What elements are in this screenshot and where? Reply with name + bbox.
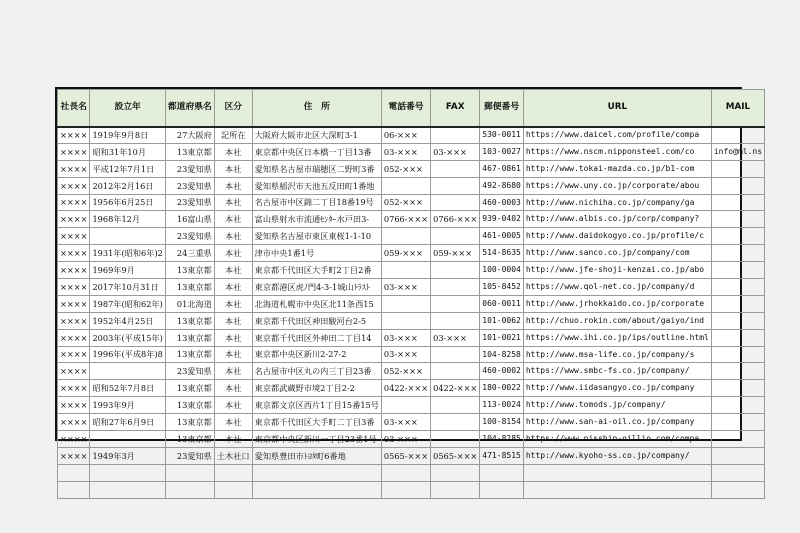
cell-postal[interactable]: 514-8635: [480, 245, 524, 262]
cell-phone[interactable]: 059-×××: [381, 245, 430, 262]
cell-mail[interactable]: [711, 211, 764, 228]
cell-established[interactable]: 1952年4月25日: [90, 312, 165, 329]
cell-phone[interactable]: 03-×××: [381, 329, 430, 346]
cell-mail[interactable]: [711, 481, 764, 498]
cell-president[interactable]: ××××: [58, 346, 90, 363]
header-postal: 郵便番号: [480, 90, 524, 127]
cell-fax[interactable]: [431, 397, 480, 414]
cell-phone[interactable]: [381, 295, 430, 312]
cell-established[interactable]: 1996年(平成8年)8: [90, 346, 165, 363]
cell-phone[interactable]: [381, 262, 430, 279]
cell-phone[interactable]: 052-×××: [381, 194, 430, 211]
cell-president[interactable]: [58, 481, 90, 498]
cell-address[interactable]: 東京都千代田区大手町二丁目3番: [252, 414, 381, 431]
cell-prefecture[interactable]: 24三重県: [165, 245, 214, 262]
cell-url[interactable]: [523, 464, 711, 481]
cell-mail[interactable]: info@ml.ns: [711, 143, 764, 160]
cell-mail[interactable]: [711, 194, 764, 211]
cell-phone[interactable]: 0422-×××: [381, 380, 430, 397]
cell-phone[interactable]: [381, 228, 430, 245]
header-address: 住 所: [252, 90, 381, 127]
cell-prefecture[interactable]: 16富山県: [165, 211, 214, 228]
cell-fax[interactable]: [431, 295, 480, 312]
table-row: [58, 143, 765, 160]
cell-postal[interactable]: 104-8258: [480, 346, 524, 363]
company-table: [57, 89, 765, 499]
header-president: 社長名: [58, 90, 90, 127]
table-row: [58, 414, 765, 431]
cell-address[interactable]: 津市中央1番1号: [252, 245, 381, 262]
cell-mail[interactable]: [711, 380, 764, 397]
cell-established[interactable]: 2017年10月31日: [90, 279, 165, 296]
cell-president[interactable]: ××××: [58, 211, 90, 228]
cell-category[interactable]: 本社: [214, 262, 252, 279]
table-row: [58, 160, 765, 177]
cell-category[interactable]: 本社: [214, 245, 252, 262]
cell-president[interactable]: ××××: [58, 329, 90, 346]
header-established: 設立年: [90, 90, 165, 127]
cell-established[interactable]: 平成12年7月1日: [90, 160, 165, 177]
cell-postal[interactable]: 467-0861: [480, 160, 524, 177]
cell-url[interactable]: https://www.nscm.nipponsteel.com/co: [523, 143, 711, 160]
cell-postal[interactable]: 460-0003: [480, 194, 524, 211]
cell-postal[interactable]: 471-8515: [480, 447, 524, 464]
cell-postal[interactable]: [480, 464, 524, 481]
cell-category[interactable]: 本社: [214, 211, 252, 228]
cell-prefecture[interactable]: [165, 464, 214, 481]
cell-established[interactable]: [90, 431, 165, 448]
cell-phone[interactable]: 0565-×××: [381, 447, 430, 464]
table-row: [58, 194, 765, 211]
cell-address[interactable]: [252, 464, 381, 481]
cell-mail[interactable]: [711, 363, 764, 380]
cell-phone[interactable]: 03-×××: [381, 143, 430, 160]
empty-row: [58, 464, 765, 481]
cell-president[interactable]: ××××: [58, 295, 90, 312]
cell-url[interactable]: [523, 481, 711, 498]
cell-prefecture[interactable]: 23愛知県: [165, 447, 214, 464]
cell-fax[interactable]: 03-×××: [431, 329, 480, 346]
header-phone: 電話番号: [381, 90, 430, 127]
cell-mail[interactable]: [711, 160, 764, 177]
cell-url[interactable]: https://www.daicel.com/profile/compa: [523, 127, 711, 144]
cell-president[interactable]: ××××: [58, 143, 90, 160]
cell-fax[interactable]: [431, 160, 480, 177]
cell-category[interactable]: 本社: [214, 160, 252, 177]
cell-established[interactable]: [90, 481, 165, 498]
cell-president[interactable]: ××××: [58, 397, 90, 414]
cell-established[interactable]: [90, 363, 165, 380]
cell-mail[interactable]: [711, 127, 764, 144]
cell-prefecture[interactable]: 13東京都: [165, 380, 214, 397]
header-row: [58, 90, 765, 127]
cell-category[interactable]: 本社: [214, 431, 252, 448]
table-row: [58, 346, 765, 363]
cell-prefecture[interactable]: 13東京都: [165, 143, 214, 160]
cell-president[interactable]: ××××: [58, 380, 90, 397]
cell-address[interactable]: [252, 481, 381, 498]
cell-category[interactable]: 記所在: [214, 127, 252, 144]
cell-address[interactable]: 東京都千代田区大手町2丁目2番: [252, 262, 381, 279]
cell-prefecture[interactable]: 23愛知県: [165, 160, 214, 177]
cell-postal[interactable]: [480, 481, 524, 498]
table-row: [58, 431, 765, 448]
table-row: [58, 312, 765, 329]
cell-fax[interactable]: [431, 194, 480, 211]
cell-phone[interactable]: [381, 481, 430, 498]
cell-prefecture[interactable]: 23愛知県: [165, 194, 214, 211]
cell-url[interactable]: http://www.san-ai-oil.co.jp/company: [523, 414, 711, 431]
cell-postal[interactable]: 461-0005: [480, 228, 524, 245]
cell-mail[interactable]: [711, 312, 764, 329]
cell-phone[interactable]: 052-×××: [381, 363, 430, 380]
cell-address[interactable]: 東京都中央区新川一丁目23番1号: [252, 431, 381, 448]
header-url: URL: [523, 90, 711, 127]
cell-phone[interactable]: 03-×××: [381, 279, 430, 296]
cell-address[interactable]: 富山県射水市流通ｾﾝﾀｰ水戸田3-: [252, 211, 381, 228]
cell-president[interactable]: ××××: [58, 228, 90, 245]
cell-url[interactable]: http://chuo.rokin.com/about/gaiyo/ind: [523, 312, 711, 329]
cell-address[interactable]: 東京都中央区新川2-27-2: [252, 346, 381, 363]
cell-phone[interactable]: 052-×××: [381, 160, 430, 177]
cell-category[interactable]: 本社: [214, 295, 252, 312]
cell-established[interactable]: 1931年(昭和6年)2: [90, 245, 165, 262]
cell-mail[interactable]: [711, 177, 764, 194]
cell-url[interactable]: http://www.tokai-mazda.co.jp/b1-com: [523, 160, 711, 177]
cell-address[interactable]: 愛知県豊田市ﾄﾖﾀ町6番地: [252, 447, 381, 464]
cell-mail[interactable]: [711, 414, 764, 431]
table-row: [58, 447, 765, 464]
table-row: [58, 211, 765, 228]
cell-address[interactable]: 愛知県稲沢市天池五反田町1番地: [252, 177, 381, 194]
cell-address[interactable]: 東京都港区虎ﾉ門4-3-1城山ﾄﾗｽﾄ: [252, 279, 381, 296]
cell-url[interactable]: http://www.albis.co.jp/corp/company?: [523, 211, 711, 228]
cell-mail[interactable]: [711, 245, 764, 262]
cell-postal[interactable]: 100-8154: [480, 414, 524, 431]
cell-mail[interactable]: [711, 346, 764, 363]
cell-prefecture[interactable]: 13東京都: [165, 312, 214, 329]
cell-mail[interactable]: [711, 329, 764, 346]
cell-url[interactable]: http://www.tomods.jp/company/: [523, 397, 711, 414]
cell-prefecture[interactable]: 13東京都: [165, 279, 214, 296]
cell-fax[interactable]: [431, 464, 480, 481]
cell-postal[interactable]: 060-0011: [480, 295, 524, 312]
cell-address[interactable]: 北海道札幌市中央区北11条西15: [252, 295, 381, 312]
cell-postal[interactable]: 105-8452: [480, 279, 524, 296]
cell-url[interactable]: https://www.qol-net.co.jp/company/d: [523, 279, 711, 296]
cell-address[interactable]: 名古屋市中区丸の内三丁目23番: [252, 363, 381, 380]
cell-established[interactable]: 1969年9月: [90, 262, 165, 279]
cell-fax[interactable]: [431, 346, 480, 363]
cell-president[interactable]: ××××: [58, 431, 90, 448]
cell-fax[interactable]: [431, 312, 480, 329]
cell-url[interactable]: http://www.jrhokkaido.co.jp/corporate: [523, 295, 711, 312]
cell-address[interactable]: 東京都文京区西片1丁目15番15号: [252, 397, 381, 414]
cell-mail[interactable]: [711, 431, 764, 448]
cell-address[interactable]: 愛知県名古屋市瑞穂区二野町3番: [252, 160, 381, 177]
cell-postal[interactable]: 100-0004: [480, 262, 524, 279]
cell-fax[interactable]: [431, 127, 480, 144]
cell-url[interactable]: http://www.nichiha.co.jp/company/ga: [523, 194, 711, 211]
cell-established[interactable]: [90, 228, 165, 245]
cell-category[interactable]: 本社: [214, 279, 252, 296]
cell-fax[interactable]: 03-×××: [431, 143, 480, 160]
cell-prefecture[interactable]: [165, 481, 214, 498]
cell-prefecture[interactable]: 13東京都: [165, 346, 214, 363]
cell-prefecture[interactable]: 01北海道: [165, 295, 214, 312]
cell-category[interactable]: 本社: [214, 177, 252, 194]
cell-fax[interactable]: [431, 431, 480, 448]
cell-prefecture[interactable]: 23愛知県: [165, 363, 214, 380]
cell-category[interactable]: 本社: [214, 312, 252, 329]
cell-fax[interactable]: [431, 414, 480, 431]
header-category: 区分: [214, 90, 252, 127]
cell-established[interactable]: 1968年12月: [90, 211, 165, 228]
cell-url[interactable]: https://www.uny.co.jp/corporate/abou: [523, 177, 711, 194]
cell-fax[interactable]: 0422-×××: [431, 380, 480, 397]
cell-postal[interactable]: 104-8285: [480, 431, 524, 448]
cell-url[interactable]: http://www.kyoho-ss.co.jp/company/: [523, 447, 711, 464]
table-row: [58, 279, 765, 296]
cell-phone[interactable]: 03-×××: [381, 346, 430, 363]
cell-url[interactable]: https://www.nisshin-oillio.com/compa: [523, 431, 711, 448]
cell-president[interactable]: ××××: [58, 177, 90, 194]
cell-prefecture[interactable]: 27大阪府: [165, 127, 214, 144]
cell-established[interactable]: [90, 464, 165, 481]
cell-president[interactable]: ××××: [58, 127, 90, 144]
cell-category[interactable]: 本社: [214, 397, 252, 414]
cell-fax[interactable]: 0565-×××: [431, 447, 480, 464]
cell-established[interactable]: 1993年9月: [90, 397, 165, 414]
cell-established[interactable]: 1919年9月8日: [90, 127, 165, 144]
cell-mail[interactable]: [711, 295, 764, 312]
cell-prefecture[interactable]: 23愛知県: [165, 177, 214, 194]
cell-mail[interactable]: [711, 447, 764, 464]
cell-url[interactable]: http://www.msa-life.co.jp/company/s: [523, 346, 711, 363]
cell-prefecture[interactable]: 13東京都: [165, 414, 214, 431]
cell-fax[interactable]: 059-×××: [431, 245, 480, 262]
table-row: [58, 245, 765, 262]
cell-fax[interactable]: 0766-×××: [431, 211, 480, 228]
cell-established[interactable]: 2012年2月16日: [90, 177, 165, 194]
table-row: [58, 228, 765, 245]
table-row: [58, 363, 765, 380]
cell-fax[interactable]: [431, 279, 480, 296]
table-row: [58, 329, 765, 346]
cell-address[interactable]: 大阪府大阪市北区大深町3-1: [252, 127, 381, 144]
cell-address[interactable]: 東京都千代田区神田駿河台2-5: [252, 312, 381, 329]
cell-phone[interactable]: 03-×××: [381, 431, 430, 448]
cell-address[interactable]: 愛知県名古屋市東区東桜1-1-10: [252, 228, 381, 245]
cell-established[interactable]: 昭和52年7月8日: [90, 380, 165, 397]
cell-postal[interactable]: 101-0062: [480, 312, 524, 329]
cell-mail[interactable]: [711, 262, 764, 279]
cell-president[interactable]: ××××: [58, 312, 90, 329]
cell-url[interactable]: https://www.smbc-fs.co.jp/company/: [523, 363, 711, 380]
table-row: [58, 177, 765, 194]
cell-prefecture[interactable]: 13東京都: [165, 262, 214, 279]
cell-url[interactable]: http://www.iidasangyo.co.jp/company: [523, 380, 711, 397]
cell-category[interactable]: [214, 481, 252, 498]
cell-fax[interactable]: [431, 363, 480, 380]
cell-mail[interactable]: [711, 228, 764, 245]
cell-category[interactable]: [214, 464, 252, 481]
cell-category[interactable]: 本社: [214, 143, 252, 160]
cell-prefecture[interactable]: 13東京都: [165, 397, 214, 414]
empty-row: [58, 481, 765, 498]
cell-phone[interactable]: [381, 312, 430, 329]
cell-postal[interactable]: 103-0027: [480, 143, 524, 160]
header-prefecture: 都道府県名: [165, 90, 214, 127]
cell-postal[interactable]: 113-0024: [480, 397, 524, 414]
cell-url[interactable]: https://www.ihi.co.jp/ips/outline.html: [523, 329, 711, 346]
cell-category[interactable]: 本社: [214, 414, 252, 431]
cell-established[interactable]: 2003年(平成15年): [90, 329, 165, 346]
table-row: [58, 397, 765, 414]
cell-category[interactable]: 本社: [214, 194, 252, 211]
table-row: [58, 127, 765, 144]
cell-established[interactable]: 昭和27年6月9日: [90, 414, 165, 431]
cell-established[interactable]: 1956年6月25日: [90, 194, 165, 211]
cell-address[interactable]: 東京都千代田区外神田二丁目14: [252, 329, 381, 346]
cell-president[interactable]: ××××: [58, 363, 90, 380]
cell-category[interactable]: 本社: [214, 228, 252, 245]
cell-url[interactable]: http://www.daidokogyo.co.jp/profile/c: [523, 228, 711, 245]
cell-president[interactable]: ××××: [58, 279, 90, 296]
cell-established[interactable]: 1987年(昭和62年): [90, 295, 165, 312]
cell-fax[interactable]: [431, 262, 480, 279]
table-row: [58, 380, 765, 397]
cell-president[interactable]: ××××: [58, 414, 90, 431]
cell-category[interactable]: 本社: [214, 380, 252, 397]
cell-established[interactable]: 1949年3月: [90, 447, 165, 464]
cell-postal[interactable]: 939-0402: [480, 211, 524, 228]
cell-mail[interactable]: [711, 279, 764, 296]
cell-url[interactable]: http://www.sanco.co.jp/company/com: [523, 245, 711, 262]
cell-phone[interactable]: [381, 397, 430, 414]
cell-prefecture[interactable]: 13東京都: [165, 431, 214, 448]
cell-postal[interactable]: 530-0011: [480, 127, 524, 144]
cell-mail[interactable]: [711, 464, 764, 481]
cell-category[interactable]: 本社: [214, 346, 252, 363]
cell-fax[interactable]: [431, 177, 480, 194]
cell-phone[interactable]: 0766-×××: [381, 211, 430, 228]
cell-url[interactable]: http://www.jfe-shoji-kenzai.co.jp/abo: [523, 262, 711, 279]
cell-address[interactable]: 名古屋市中区錦二丁目18番19号: [252, 194, 381, 211]
cell-postal[interactable]: 101-0021: [480, 329, 524, 346]
cell-prefecture[interactable]: 23愛知県: [165, 228, 214, 245]
table-row: [58, 262, 765, 279]
cell-category[interactable]: 土木社口: [214, 447, 252, 464]
cell-president[interactable]: ××××: [58, 194, 90, 211]
cell-address[interactable]: 東京都中央区日本橋一丁目13番: [252, 143, 381, 160]
cell-postal[interactable]: 180-0022: [480, 380, 524, 397]
cell-president[interactable]: ××××: [58, 262, 90, 279]
cell-category[interactable]: 本社: [214, 329, 252, 346]
table-row: [58, 295, 765, 312]
cell-fax[interactable]: [431, 481, 480, 498]
cell-president[interactable]: [58, 464, 90, 481]
cell-established[interactable]: 昭和31年10月: [90, 143, 165, 160]
spreadsheet: [55, 87, 763, 461]
cell-president[interactable]: ××××: [58, 447, 90, 464]
cell-president[interactable]: ××××: [58, 245, 90, 262]
cell-postal[interactable]: 492-8680: [480, 177, 524, 194]
cell-phone[interactable]: 03-×××: [381, 414, 430, 431]
cell-category[interactable]: 本社: [214, 363, 252, 380]
cell-mail[interactable]: [711, 397, 764, 414]
cell-prefecture[interactable]: 13東京都: [165, 329, 214, 346]
cell-president[interactable]: ××××: [58, 160, 90, 177]
cell-fax[interactable]: [431, 228, 480, 245]
header-fax: FAX: [431, 90, 480, 127]
cell-phone[interactable]: [381, 464, 430, 481]
cell-postal[interactable]: 460-0002: [480, 363, 524, 380]
header-mail: MAIL: [711, 90, 764, 127]
cell-phone[interactable]: 06-×××: [381, 127, 430, 144]
cell-phone[interactable]: [381, 177, 430, 194]
cell-address[interactable]: 東京都武蔵野市境2丁目2-2: [252, 380, 381, 397]
